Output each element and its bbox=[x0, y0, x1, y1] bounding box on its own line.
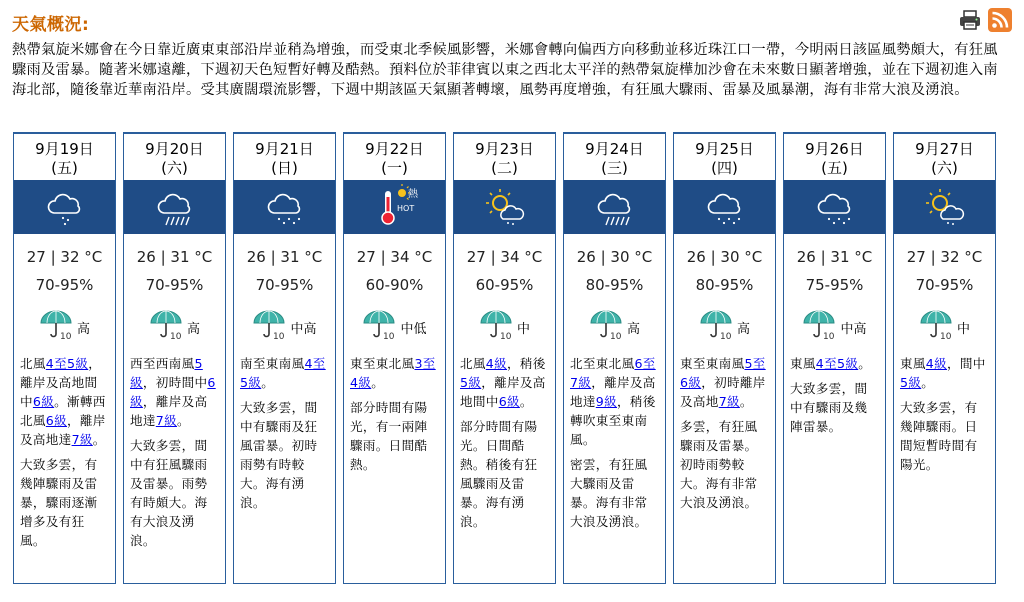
svg-text:10: 10 bbox=[273, 332, 285, 341]
humidity-range: 80-95% bbox=[585, 276, 644, 294]
hot-label: 熱 bbox=[407, 189, 418, 200]
beaufort-link[interactable]: 4級 bbox=[925, 356, 948, 371]
wind-text: 。 bbox=[739, 394, 753, 409]
forecast-day bbox=[893, 132, 996, 584]
weather-description: 大致多雲，間中有驟雨及幾陣雷暴。 bbox=[790, 381, 868, 434]
humidity-range: 60-95% bbox=[475, 276, 534, 294]
wind-text: ，初時離岸及高地 bbox=[680, 375, 766, 409]
temperature-range: 26 | 31 °C bbox=[136, 248, 213, 266]
rss-icon[interactable] bbox=[988, 8, 1012, 32]
forecast-day bbox=[783, 132, 886, 584]
sunny-periods-showers-icon bbox=[921, 183, 969, 231]
nine-day-forecast bbox=[13, 132, 996, 584]
weather-description: 部分時間有陽光。日間酷熱。稍後有狂風驟雨及雷暴。海有湧浪。 bbox=[460, 419, 538, 529]
day-date bbox=[124, 134, 225, 180]
date-label: 9月21日 bbox=[255, 140, 314, 158]
wind-text: ，離岸及高地達 bbox=[130, 394, 208, 428]
date-label: 9月27日 bbox=[915, 140, 974, 158]
weather-description: 多雲，有狂風驟雨及雷暴。初時雨勢較大。海有非常大浪及湧浪。 bbox=[680, 419, 758, 510]
wind-text: ，稍後 bbox=[507, 356, 546, 371]
page-title: 天氣概況: bbox=[12, 15, 90, 35]
svg-text:10: 10 bbox=[59, 332, 72, 341]
beaufort-link[interactable]: 6級 bbox=[498, 394, 520, 409]
umbrella-icon bbox=[149, 309, 183, 345]
weekday-label: (五) bbox=[51, 159, 78, 177]
umbrella-icon bbox=[252, 309, 286, 345]
wind-text: 東至東北風 bbox=[350, 356, 415, 371]
hot-en-label: HOT bbox=[396, 204, 414, 213]
weather-icon-band bbox=[784, 180, 885, 234]
weather-icon-band bbox=[674, 180, 775, 234]
wind-text: 南至東南風 bbox=[240, 356, 305, 371]
weekday-label: (五) bbox=[821, 159, 848, 177]
wind-forecast bbox=[234, 354, 335, 392]
day-date bbox=[894, 134, 995, 180]
beaufort-link[interactable]: 7級 bbox=[71, 432, 93, 447]
day-date bbox=[674, 134, 775, 180]
humidity-range: 75-95% bbox=[805, 276, 864, 294]
psr-label: 高 bbox=[626, 321, 640, 337]
beaufort-link[interactable]: 7級 bbox=[155, 413, 178, 428]
beaufort-link[interactable]: 3至4級 bbox=[350, 356, 436, 390]
psr-label: 中 bbox=[516, 321, 530, 337]
weekday-label: (二) bbox=[491, 159, 518, 177]
date-label: 9月24日 bbox=[585, 140, 644, 158]
temperature-range: 26 | 31 °C bbox=[246, 248, 323, 266]
date-label: 9月22日 bbox=[365, 140, 424, 158]
forecast-day bbox=[453, 132, 556, 584]
weather-description: 大致多雲，間中有驟雨及狂風雷暴。初時雨勢有時較大。海有湧浪。 bbox=[240, 400, 318, 510]
wind-text: ，間中 bbox=[947, 356, 986, 371]
svg-text:10: 10 bbox=[719, 332, 732, 341]
psr-indicator bbox=[234, 310, 335, 344]
sunny-periods-showers-icon bbox=[481, 183, 529, 231]
wind-text: ，離岸及高地間中 bbox=[460, 375, 546, 409]
heavy-rain-icon bbox=[591, 183, 639, 231]
forecast-day bbox=[563, 132, 666, 584]
psr-label: 高 bbox=[76, 321, 90, 337]
day-date bbox=[344, 134, 445, 180]
wind-text: ，離岸及高地達 bbox=[20, 413, 106, 447]
light-rain-icon bbox=[41, 183, 89, 231]
temperature-range: 26 | 30 °C bbox=[686, 248, 763, 266]
beaufort-link[interactable]: 4至5級 bbox=[815, 356, 859, 371]
printer-icon[interactable] bbox=[958, 8, 982, 32]
wind-forecast bbox=[674, 354, 775, 411]
date-label: 9月19日 bbox=[35, 140, 94, 158]
weather-icon-band bbox=[124, 180, 225, 234]
wind-text: 東風 bbox=[900, 356, 926, 371]
beaufort-link[interactable]: 4至5級 bbox=[45, 356, 89, 371]
day-date bbox=[564, 134, 665, 180]
beaufort-link[interactable]: 9級 bbox=[595, 394, 618, 409]
forecast-day bbox=[13, 132, 116, 584]
wind-text: 。 bbox=[371, 375, 385, 390]
weather-icon-band bbox=[344, 180, 445, 234]
rain-icon bbox=[811, 183, 859, 231]
weather-description: 大致多雲，有幾陣驟雨及雷暴，驟雨逐漸增多及有狂風。 bbox=[20, 457, 98, 548]
wind-text: 。 bbox=[921, 375, 935, 390]
psr-indicator bbox=[344, 310, 445, 344]
temperature-range: 26 | 31 °C bbox=[796, 248, 873, 266]
wind-forecast bbox=[124, 354, 225, 430]
weekday-label: (六) bbox=[161, 159, 188, 177]
umbrella-icon bbox=[479, 309, 513, 345]
humidity-range: 70-95% bbox=[145, 276, 204, 294]
weekday-label: (六) bbox=[931, 159, 958, 177]
wind-text: 西至西南風 bbox=[130, 356, 195, 371]
svg-text:10: 10 bbox=[499, 332, 512, 341]
toolbar bbox=[958, 8, 1012, 32]
umbrella-icon bbox=[362, 309, 396, 345]
humidity-range: 60-90% bbox=[365, 276, 424, 294]
heavy-rain-icon bbox=[151, 183, 199, 231]
weather-description: 密雲，有狂風大驟雨及雷暴。海有非常大浪及湧浪。 bbox=[570, 457, 648, 529]
beaufort-link[interactable]: 7級 bbox=[718, 394, 740, 409]
humidity-range: 70-95% bbox=[255, 276, 314, 294]
wind-forecast bbox=[14, 354, 115, 449]
weather-icon-band bbox=[454, 180, 555, 234]
day-date bbox=[234, 134, 335, 180]
beaufort-link[interactable]: 5至6級 bbox=[680, 356, 766, 390]
psr-indicator bbox=[674, 310, 775, 344]
forecast-day bbox=[343, 132, 446, 584]
weather-icon-band bbox=[14, 180, 115, 234]
temperature-range: 27 | 34 °C bbox=[356, 248, 433, 266]
rain-icon bbox=[701, 183, 749, 231]
svg-text:10: 10 bbox=[823, 332, 835, 341]
wind-text: 。 bbox=[177, 413, 190, 428]
weather-icon-band bbox=[234, 180, 335, 234]
weather-summary: 熱帶氣旋米娜會在今日靠近廣東東部沿岸並稍為增強，而受東北季候風影響，米娜會轉向偏西方向移動並移近珠江口一帶，今明兩日該區風勢頗大，有狂風驟雨及雷暴。隨著米娜遠離，下週初天色短暫好轉及酷熱。預料位於菲律賓以東之西北太平洋的熱帶氣旋樺加沙會在未來數日顯著增強，並在下週初進入南海北部，隨後靠近華南沿岸。受其廣闊環流影響，下週中期該區天氣顯著轉壞，風勢再度增強，有狂風大驟雨、雷暴及風暴潮，海有非常大浪及湧浪。 bbox=[12, 42, 998, 98]
beaufort-link[interactable]: 5級 bbox=[900, 375, 922, 390]
weekday-label: (一) bbox=[381, 159, 408, 177]
wind-text: 。 bbox=[261, 375, 275, 390]
beaufort-link[interactable]: 6級 bbox=[130, 375, 216, 409]
wind-forecast bbox=[454, 354, 555, 411]
psr-indicator bbox=[564, 310, 665, 344]
wind-text: ，離岸及高地達 bbox=[570, 375, 656, 409]
wind-text: 北風 bbox=[20, 356, 46, 371]
humidity-range: 70-95% bbox=[915, 276, 974, 294]
beaufort-link[interactable]: 5級 bbox=[460, 375, 482, 390]
weather-icon-band bbox=[564, 180, 665, 234]
umbrella-icon bbox=[802, 309, 836, 345]
wind-forecast bbox=[784, 354, 885, 373]
beaufort-link[interactable]: 4級 bbox=[485, 356, 508, 371]
umbrella-icon bbox=[39, 309, 73, 345]
temperature-range: 27 | 34 °C bbox=[466, 248, 543, 266]
beaufort-link[interactable]: 6級 bbox=[45, 413, 68, 428]
day-date bbox=[14, 134, 115, 180]
weather-icon-band bbox=[894, 180, 995, 234]
humidity-range: 80-95% bbox=[695, 276, 754, 294]
beaufort-link[interactable]: 6至7級 bbox=[570, 356, 656, 390]
psr-label: 中高 bbox=[290, 321, 317, 337]
beaufort-link[interactable]: 5級 bbox=[130, 356, 203, 390]
psr-label: 中高 bbox=[840, 321, 867, 337]
wind-forecast bbox=[564, 354, 665, 449]
very-hot-icon bbox=[371, 183, 419, 231]
day-date bbox=[784, 134, 885, 180]
date-label: 9月26日 bbox=[805, 140, 864, 158]
wind-forecast bbox=[344, 354, 445, 392]
day-date bbox=[454, 134, 555, 180]
psr-label: 中低 bbox=[400, 321, 427, 337]
wind-text: 。 bbox=[92, 432, 106, 447]
wind-text: 東風 bbox=[790, 356, 816, 371]
svg-text:10: 10 bbox=[939, 332, 952, 341]
psr-label: 高 bbox=[736, 321, 750, 337]
weekday-label: (四) bbox=[711, 159, 738, 177]
weather-description: 大致多雲，間中有狂風驟雨及雷暴。雨勢有時頗大。海有大浪及湧浪。 bbox=[130, 438, 208, 548]
rain-icon bbox=[261, 183, 309, 231]
svg-text:10: 10 bbox=[169, 332, 182, 341]
wind-text: 北至東北風 bbox=[570, 356, 635, 371]
forecast-day bbox=[233, 132, 336, 584]
svg-text:10: 10 bbox=[383, 332, 395, 341]
beaufort-link[interactable]: 6級 bbox=[32, 394, 55, 409]
umbrella-icon bbox=[589, 309, 623, 345]
psr-indicator bbox=[894, 310, 995, 344]
psr-label: 中 bbox=[956, 321, 970, 337]
forecast-day bbox=[123, 132, 226, 584]
wind-text: 北風 bbox=[460, 356, 486, 371]
date-label: 9月23日 bbox=[475, 140, 534, 158]
wind-text: ，稍後轉吹東至東南風。 bbox=[570, 394, 656, 447]
psr-label: 高 bbox=[186, 321, 200, 337]
wind-forecast bbox=[894, 354, 995, 392]
weather-description: 大致多雲，有幾陣驟雨。日間短暫時間有陽光。 bbox=[900, 400, 978, 472]
temperature-range: 27 | 32 °C bbox=[26, 248, 103, 266]
psr-indicator bbox=[454, 310, 555, 344]
beaufort-link[interactable]: 4至5級 bbox=[240, 356, 326, 390]
date-label: 9月25日 bbox=[695, 140, 754, 158]
weekday-label: (三) bbox=[601, 159, 628, 177]
forecast-day bbox=[673, 132, 776, 584]
wind-text: ，初時間中 bbox=[142, 375, 208, 390]
weekday-label: (日) bbox=[271, 159, 298, 177]
psr-indicator bbox=[14, 310, 115, 344]
svg-text:10: 10 bbox=[609, 332, 622, 341]
wind-text: 。 bbox=[858, 356, 872, 371]
psr-indicator bbox=[124, 310, 225, 344]
temperature-range: 27 | 32 °C bbox=[906, 248, 983, 266]
humidity-range: 70-95% bbox=[35, 276, 94, 294]
weather-description: 部分時間有陽光，有一兩陣驟雨。日間酷熱。 bbox=[350, 400, 428, 472]
umbrella-icon bbox=[699, 309, 733, 345]
wind-text: 。 bbox=[519, 394, 533, 409]
wind-text: 。漸轉西北風 bbox=[20, 394, 106, 428]
date-label: 9月20日 bbox=[145, 140, 204, 158]
wind-text: 東至東南風 bbox=[680, 356, 745, 371]
temperature-range: 26 | 30 °C bbox=[576, 248, 653, 266]
wind-text: ，離岸及高地間中 bbox=[20, 356, 102, 409]
psr-indicator bbox=[784, 310, 885, 344]
umbrella-icon bbox=[919, 309, 953, 345]
header bbox=[12, 8, 1012, 36]
